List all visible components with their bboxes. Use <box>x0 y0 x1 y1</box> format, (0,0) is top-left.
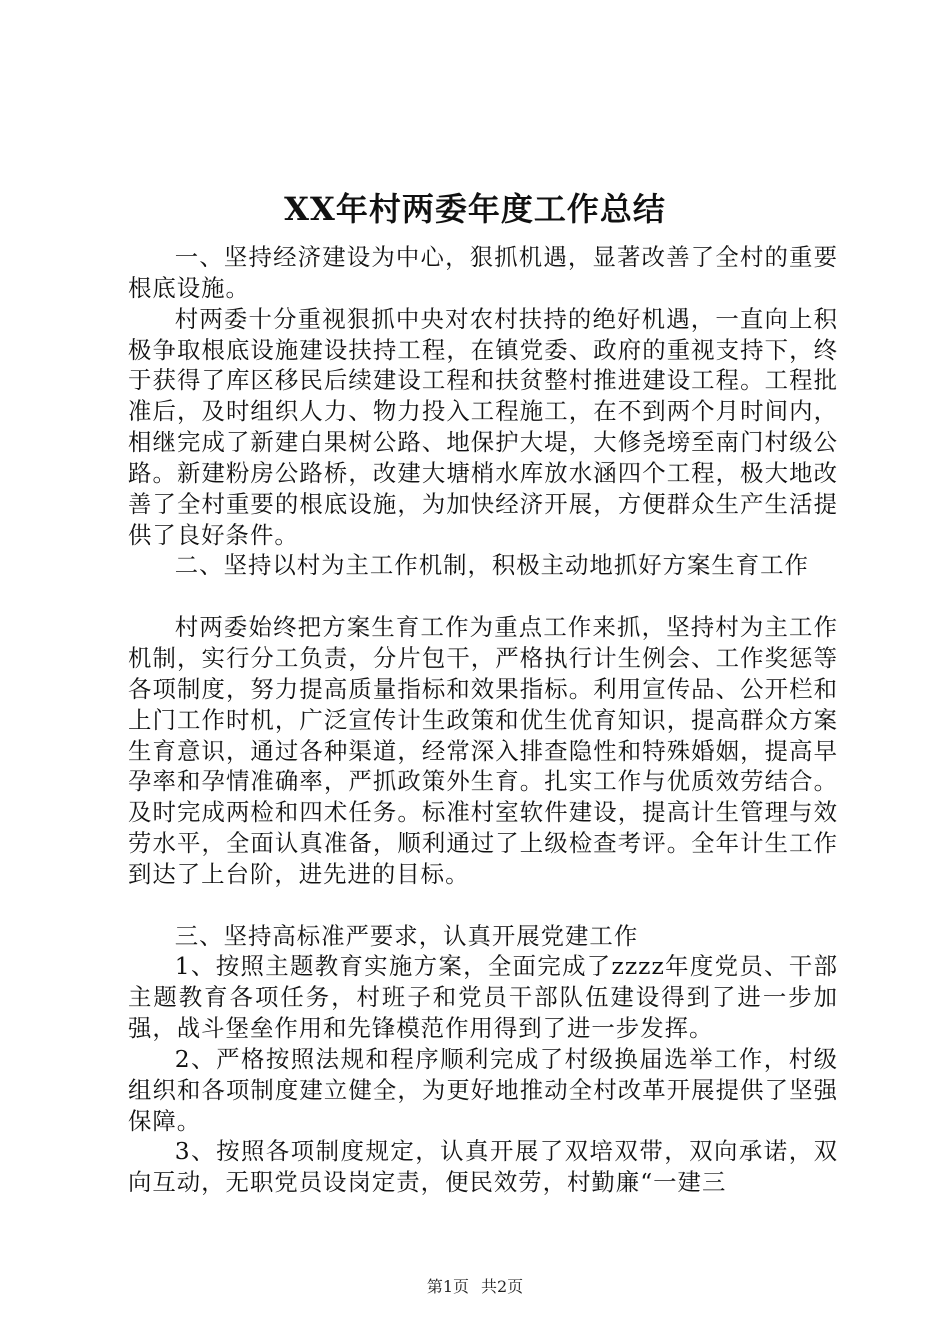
paragraph-section-2-heading: 二、坚持以村为主工作机制，积极主动地抓好方案生育工作 <box>174 551 809 580</box>
page-number-total: 共2页 <box>481 1277 524 1296</box>
paragraph-section-1-heading: 一、坚持经济建设为中心，狠抓机遇，显著改善了全村的重要根底设施。 <box>128 243 838 302</box>
page-footer <box>0 1277 950 1297</box>
document-title: XX年村两委年度工作总结 <box>284 190 666 228</box>
document-body <box>128 242 838 1198</box>
paragraph-infrastructure: 村两委十分重视狠抓中央对农村扶持的绝好机遇，一直向上积极争取根底设施建设扶持工程，在镇党委、政府的重视支持下，终于获得了库区移民后续建设工程和扶贫整村推进建设工程。工程批准后，及时组织人力、物力投入工程施工，在不到两个月时间内，相继完成了新建白果树公路、地保护大堤，大修尧塝至南门村级公路。新建粉房公路桥，改建大塘梢水库放水涵四个工程，极大地改善了全村重要的根底设施，为加快经济开展，方便群众生产生活提供了良好条件。 <box>128 304 838 549</box>
paragraph-family-planning: 村两委始终把方案生育工作为重点工作来抓，坚持村为主工作机制，实行分工负责，分片包干，严格执行计生例会、工作奖惩等各项制度，努力提高质量指标和效果指标。利用宣传品、公开栏和上门工作时机，广泛宣传计生政策和优生优育知识，提高群众方案生育意识，通过各种渠道，经常深入排查隐性和特殊婚姻，提高早孕率和孕情准确率，严抓政策外生育。扎实工作与优质效劳结合。及时完成两检和四术任务。标准村室软件建设，提高计生管理与效劳水平，全面认真准备，顺利通过了上级检查考评。全年计生工作到达了上台阶，进先进的目标。 <box>128 613 838 888</box>
paragraph-section-3-heading: 三、坚持高标准严要求，认真开展党建工作 <box>174 921 639 950</box>
paragraph-item-1: 1、按照主题教育实施方案，全面完成了zzzz年度党员、干部主题教育各项任务，村班子和党员干部队伍建设得到了进一步加强，战斗堡垒作用和先锋模范作用得到了进一步发挥。 <box>128 952 838 1043</box>
paragraph-item-2: 2、严格按照法规和程序顺利完成了村级换届选举工作，村级组织和各项制度建立健全，为更好地推动全村改革开展提供了坚强保障。 <box>128 1044 838 1135</box>
page-number-current: 第1页 <box>426 1277 469 1296</box>
paragraph-item-3: 3、按照各项制度规定，认真开展了双培双带，双向承诺，双向互动，无职党员设岗定责，便民效劳，村勤廉“一建三 <box>128 1137 838 1197</box>
